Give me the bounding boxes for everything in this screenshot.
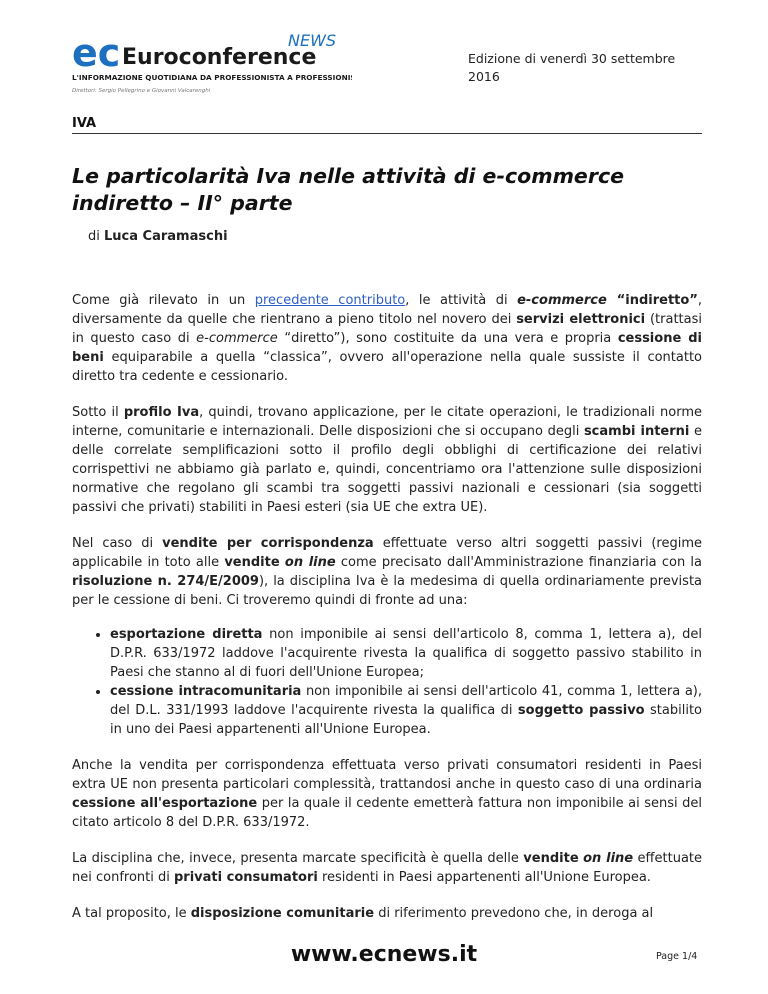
author-name[interactable]: Luca Caramaschi [104, 229, 228, 244]
text-span: Sotto il [72, 405, 124, 420]
text-span: residenti in Paesi appartenenti all'Unione Europea. [317, 870, 651, 885]
text-span: stabilito in uno dei Paesi appartenenti all'Unione Europea. [110, 703, 703, 737]
article-byline [88, 229, 228, 244]
emphasis: vendite [523, 851, 579, 866]
emphasis: disposizione comunitarie [190, 906, 375, 921]
text-span: non imponibile ai sensi dell'articolo 8, comma 1, lettera a), del D.P.R. 633/1972 laddove l'acquirente rivesta la qualifica di soggetto passivo stabilito in Paesi che stanno al di fuori dell'Unione Europea; [110, 627, 703, 680]
text-span: , diversamente da quelle che rientrano a pieno titolo nel novero dei [72, 293, 703, 327]
text-span: come precisato dall'Amministrazione finanziaria con la [335, 555, 703, 570]
text-span: equiparabile a quella “classica”, ovvero all'operazione nella quale sussiste il contatto diretto tra cedente e cessionario. [72, 350, 702, 384]
list-item [110, 625, 702, 682]
emphasis: on line [583, 851, 634, 866]
previous-article-link[interactable]: precedente contributo [254, 293, 406, 308]
emphasis: soggetto passivo [517, 703, 645, 718]
byline-prefix: di [88, 229, 100, 244]
emphasis: on line [284, 555, 336, 570]
text-span: effettuate verso altri soggetti passivi (regime applicabile in toto alle [72, 536, 702, 570]
text-span: (trattasi in questo caso di [72, 312, 702, 346]
emphasis: esportazione diretta [110, 627, 263, 642]
text-span: effettuate nei confronti di [72, 851, 703, 885]
text-span: Come già rilevato in un [72, 293, 255, 308]
emphasis: cessione intracomunitaria [110, 684, 302, 699]
emphasis: risoluzione n. 274/E/2009 [72, 574, 259, 589]
article-title: Le particolarità Iva nelle attività di e-commerce indiretto – II° parte [72, 164, 624, 215]
list-item [110, 682, 702, 739]
emphasis: e-commerce [517, 293, 607, 308]
paragraph-4 [72, 756, 702, 832]
logo-mark: ec [72, 31, 121, 75]
logo-news: NEWS [288, 31, 337, 50]
euroconference-logo[interactable] [72, 30, 352, 102]
text-span: “diretto”), sono costituite da una vera e propria [277, 331, 618, 346]
paragraph-6 [72, 904, 702, 923]
logo-directors: Direttori: Sergio Pellegrino e Giovanni Valcarenghi [72, 88, 211, 94]
emphasis: cessione all'esportazione [72, 796, 258, 811]
text-span: ), la disciplina Iva è la medesima di quella ordinariamente prevista per le cessione di beni. Ci troveremo quindi di fronte ad una: [72, 574, 703, 608]
text-span: Nel caso di [72, 536, 163, 551]
edition-date: Edizione di venerdì 30 settembre 2016 [468, 51, 676, 84]
emphasis: vendite per corrispondenza [162, 536, 374, 551]
text-span: e delle correlate semplificazioni sotto il profilo degli obblighi di certificazione dei relativi corrispettivi ne abbiamo già parlato e, quindi, concentriamo ora l'attenzione sulle disposizioni normative che regolano gli scambi tra soggetti passivi nazionali e cessionari (sia soggetti passivi che privati) stabiliti in Paesi esteri (sia UE che extra UE). [72, 424, 702, 515]
paragraph-3 [72, 534, 702, 610]
bullet-list [72, 625, 702, 739]
paragraph-2 [72, 403, 702, 517]
text-span: , quindi, trovano applicazione, per le citate operazioni, le tradizionali norme interne, comunitarie e internazionali. Delle disposizioni che si occupano degli [72, 405, 703, 439]
emphasis: e-commerce [196, 331, 278, 346]
logo-graphic [72, 30, 352, 102]
paragraph-5 [72, 849, 702, 887]
logo-tagline: L'INFORMAZIONE QUOTIDIANA DA PROFESSIONISTA A PROFESSIONISTA [72, 73, 352, 82]
emphasis: “indiretto” [606, 293, 698, 308]
text-span: , le attività di [405, 293, 518, 308]
section-label: IVA [72, 116, 97, 131]
logo-brand: Euroconference [122, 45, 317, 70]
footer-website[interactable]: www.ecnews.it [290, 942, 478, 967]
emphasis: privati consumatori [174, 870, 318, 885]
text-span: Anche la vendita per corrispondenza effettuata verso privati consumatori residenti in Paesi extra UE non presenta particolari complessità, trattandosi anche in questo caso di una ordinaria [72, 758, 702, 792]
text-span: di riferimento prevedono che, in deroga al [374, 906, 654, 921]
emphasis: scambi interni [583, 424, 690, 439]
page-number: Page 1/4 [656, 951, 698, 962]
emphasis: servizi elettronici [516, 312, 646, 327]
emphasis: cessione di beni [72, 331, 702, 365]
text-span: per la quale il cedente emetterà fattura non imponibile ai sensi del citato articolo 8 del D.P.R. 633/1972. [72, 796, 702, 830]
text-span: La disciplina che, invece, presenta marcate specificità è quella delle [72, 851, 524, 866]
section-divider [72, 133, 702, 134]
text-span: A tal proposito, le [72, 906, 191, 921]
emphasis: profilo Iva [123, 405, 200, 420]
paragraph-1 [72, 291, 702, 386]
emphasis: vendite [224, 555, 280, 570]
text-span: non imponibile ai sensi dell'articolo 41, comma 1, lettera a), del D.L. 331/1993 laddove l'acquirente rivesta la qualifica di [110, 684, 702, 718]
article-body [72, 291, 702, 940]
